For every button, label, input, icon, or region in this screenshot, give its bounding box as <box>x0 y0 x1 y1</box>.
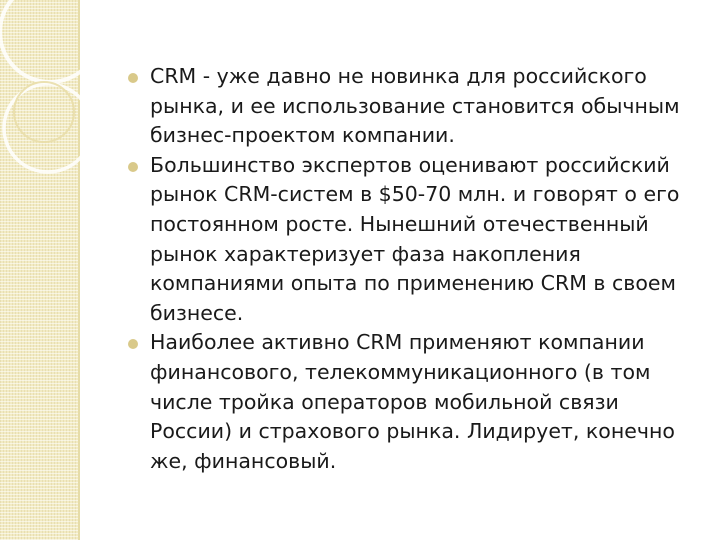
decorative-circles <box>0 0 120 240</box>
bullet-item <box>128 328 698 476</box>
slide-content <box>128 62 698 476</box>
bullet-item <box>128 62 698 151</box>
bullet-dot-icon <box>128 339 138 349</box>
bullet-dot-icon <box>128 162 138 172</box>
bullet-list <box>128 62 698 476</box>
bullet-text: Наиболее активно CRM применяют компании финансового, телекоммуникационного (в том числе тройка операторов мобильной связи России) и страхового рынка. Лидирует, конечно же, финансовый. <box>150 330 675 473</box>
bullet-text: CRM - уже давно не новинка для российского рынка, и ее использование становится обычным бизнес-проектом компании. <box>150 64 680 148</box>
bullet-text: Большинство экспертов оценивают российский рынок CRM-систем в $50-70 млн. и говорят о его постоянном росте. Нынешний отечественный рынок характеризует фаза накопления компаниями опыта по применению CRM в своем бизнесе. <box>150 152 680 325</box>
bullet-dot-icon <box>128 73 138 83</box>
bullet-item <box>128 151 698 329</box>
